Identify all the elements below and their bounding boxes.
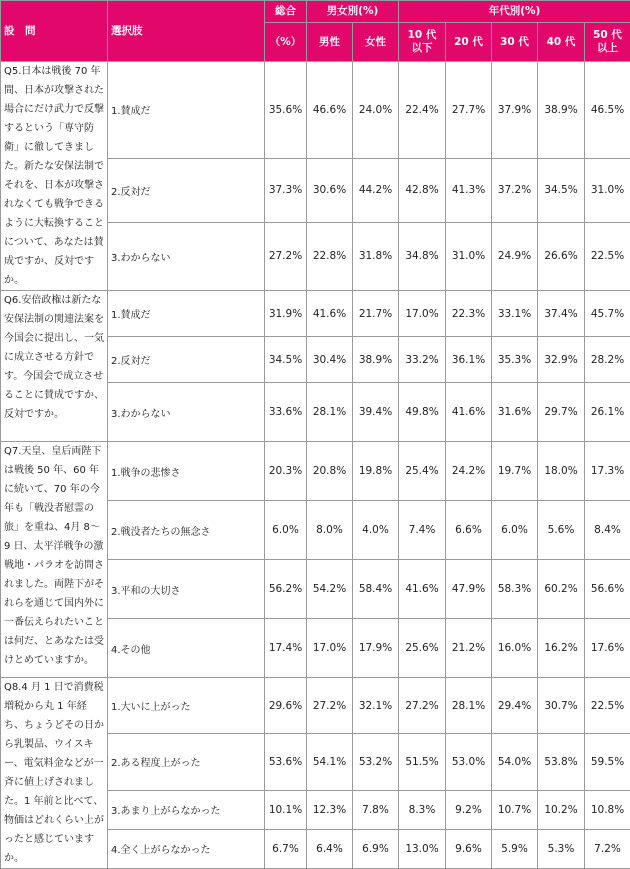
value-cell: 17.4% xyxy=(265,619,307,678)
value-cell: 51.5% xyxy=(399,734,446,790)
header-choice: 選択肢 xyxy=(108,1,265,62)
choice-label: 1.賛成だ xyxy=(108,62,265,159)
value-cell: 33.2% xyxy=(399,337,446,383)
header-gender: 男女別(%) xyxy=(307,1,399,23)
choice-label: 4.その他 xyxy=(108,619,265,678)
value-cell: 20.3% xyxy=(265,442,307,501)
table-row xyxy=(1,62,630,159)
header-age-group: 30 代 xyxy=(492,23,538,62)
value-cell: 56.2% xyxy=(265,560,307,619)
choice-label: 2.反対だ xyxy=(108,158,265,222)
header-age-group: 20 代 xyxy=(446,23,492,62)
value-cell: 6.0% xyxy=(492,501,538,560)
value-cell: 17.0% xyxy=(399,291,446,337)
value-cell: 34.8% xyxy=(399,222,446,290)
value-cell: 24.2% xyxy=(446,442,492,501)
value-cell: 58.4% xyxy=(353,560,399,619)
header-question: 設 問 xyxy=(1,1,108,62)
value-cell: 37.9% xyxy=(492,62,538,159)
value-cell: 26.1% xyxy=(585,383,630,442)
value-cell: 6.4% xyxy=(307,829,353,868)
value-cell: 27.2% xyxy=(265,222,307,290)
value-cell: 17.6% xyxy=(585,619,630,678)
table-body xyxy=(1,62,630,869)
choice-label: 3.わからない xyxy=(108,222,265,290)
value-cell: 58.3% xyxy=(492,560,538,619)
choice-label: 1.賛成だ xyxy=(108,291,265,337)
table-row xyxy=(1,678,630,734)
value-cell: 10.7% xyxy=(492,790,538,829)
question-text: Q7.天皇、皇后両陛下は戦後 50 年、60 年に続いて、70 年の今年も「戦没者慰霊の旅」を重ね、4月 8～9 日、太平洋戦争の激戦地・パラオを訪問されました。両陛下がそれらを通じて国内外に一番伝えられたいことは何だ、とあなたは受けとめていますか。 xyxy=(1,442,108,678)
value-cell: 16.2% xyxy=(538,619,585,678)
value-cell: 20.8% xyxy=(307,442,353,501)
value-cell: 25.4% xyxy=(399,442,446,501)
value-cell: 6.6% xyxy=(446,501,492,560)
value-cell: 9.6% xyxy=(446,829,492,868)
value-cell: 6.9% xyxy=(353,829,399,868)
value-cell: 53.0% xyxy=(446,734,492,790)
value-cell: 53.8% xyxy=(538,734,585,790)
value-cell: 28.1% xyxy=(446,678,492,734)
value-cell: 39.4% xyxy=(353,383,399,442)
value-cell: 7.8% xyxy=(353,790,399,829)
value-cell: 31.0% xyxy=(585,158,630,222)
choice-label: 2.ある程度上がった xyxy=(108,734,265,790)
value-cell: 32.1% xyxy=(353,678,399,734)
header-age-group: 10 代 以下 xyxy=(399,23,446,62)
value-cell: 60.2% xyxy=(538,560,585,619)
value-cell: 31.6% xyxy=(492,383,538,442)
value-cell: 28.1% xyxy=(307,383,353,442)
value-cell: 10.8% xyxy=(585,790,630,829)
value-cell: 53.6% xyxy=(265,734,307,790)
value-cell: 12.3% xyxy=(307,790,353,829)
value-cell: 31.0% xyxy=(446,222,492,290)
value-cell: 41.6% xyxy=(307,291,353,337)
value-cell: 37.4% xyxy=(538,291,585,337)
choice-label: 2.反対だ xyxy=(108,337,265,383)
value-cell: 32.9% xyxy=(538,337,585,383)
header-age-group: 40 代 xyxy=(538,23,585,62)
value-cell: 30.6% xyxy=(307,158,353,222)
value-cell: 46.5% xyxy=(585,62,630,159)
value-cell: 38.9% xyxy=(353,337,399,383)
value-cell: 5.3% xyxy=(538,829,585,868)
choice-label: 3.あまり上がらなかった xyxy=(108,790,265,829)
header-male: 男性 xyxy=(307,23,353,62)
value-cell: 6.7% xyxy=(265,829,307,868)
value-cell: 5.9% xyxy=(492,829,538,868)
header-total: 総合 xyxy=(265,1,307,23)
value-cell: 22.5% xyxy=(585,222,630,290)
value-cell: 31.9% xyxy=(265,291,307,337)
value-cell: 24.9% xyxy=(492,222,538,290)
value-cell: 35.6% xyxy=(265,62,307,159)
value-cell: 42.8% xyxy=(399,158,446,222)
choice-label: 3.平和の大切さ xyxy=(108,560,265,619)
value-cell: 19.7% xyxy=(492,442,538,501)
value-cell: 27.7% xyxy=(446,62,492,159)
choice-label: 4.全く上がらなかった xyxy=(108,829,265,868)
value-cell: 46.6% xyxy=(307,62,353,159)
value-cell: 17.0% xyxy=(307,619,353,678)
value-cell: 41.3% xyxy=(446,158,492,222)
value-cell: 21.7% xyxy=(353,291,399,337)
value-cell: 38.9% xyxy=(538,62,585,159)
value-cell: 8.3% xyxy=(399,790,446,829)
value-cell: 29.6% xyxy=(265,678,307,734)
value-cell: 25.6% xyxy=(399,619,446,678)
value-cell: 54.2% xyxy=(307,560,353,619)
value-cell: 29.7% xyxy=(538,383,585,442)
header-age-group: 50 代 以上 xyxy=(585,23,630,62)
choice-label: 1.大いに上がった xyxy=(108,678,265,734)
value-cell: 53.2% xyxy=(353,734,399,790)
value-cell: 10.1% xyxy=(265,790,307,829)
choice-label: 3.わからない xyxy=(108,383,265,442)
value-cell: 27.2% xyxy=(307,678,353,734)
question-text: Q5.日本は戦後 70 年間、日本が攻撃された場合にだけ武力で反撃するという「専守防衛」に徹してきました。新たな安保法制でそれを、日本が攻撃されなくても戦争できるように大転換することについて、あなたは賛成ですか、反対ですか。 xyxy=(1,62,108,291)
value-cell: 35.3% xyxy=(492,337,538,383)
value-cell: 41.6% xyxy=(399,560,446,619)
value-cell: 27.2% xyxy=(399,678,446,734)
value-cell: 56.6% xyxy=(585,560,630,619)
value-cell: 33.1% xyxy=(492,291,538,337)
value-cell: 29.4% xyxy=(492,678,538,734)
value-cell: 22.3% xyxy=(446,291,492,337)
table-row xyxy=(1,442,630,501)
value-cell: 59.5% xyxy=(585,734,630,790)
question-text: Q6.安倍政権は新たな安保法制の関連法案を今国会に提出し、一気に成立させる方針です。今国会で成立させることに賛成ですか、反対ですか。 xyxy=(1,291,108,442)
value-cell: 19.8% xyxy=(353,442,399,501)
value-cell: 6.0% xyxy=(265,501,307,560)
value-cell: 7.2% xyxy=(585,829,630,868)
value-cell: 18.0% xyxy=(538,442,585,501)
value-cell: 44.2% xyxy=(353,158,399,222)
value-cell: 26.6% xyxy=(538,222,585,290)
value-cell: 4.0% xyxy=(353,501,399,560)
value-cell: 28.2% xyxy=(585,337,630,383)
value-cell: 41.6% xyxy=(446,383,492,442)
value-cell: 31.8% xyxy=(353,222,399,290)
value-cell: 8.4% xyxy=(585,501,630,560)
value-cell: 9.2% xyxy=(446,790,492,829)
value-cell: 34.5% xyxy=(265,337,307,383)
value-cell: 17.3% xyxy=(585,442,630,501)
value-cell: 22.5% xyxy=(585,678,630,734)
value-cell: 30.4% xyxy=(307,337,353,383)
value-cell: 45.7% xyxy=(585,291,630,337)
value-cell: 54.1% xyxy=(307,734,353,790)
header-total-unit: （%） xyxy=(265,23,307,62)
table-header xyxy=(1,1,630,62)
value-cell: 54.0% xyxy=(492,734,538,790)
value-cell: 24.0% xyxy=(353,62,399,159)
table-row xyxy=(1,291,630,337)
value-cell: 34.5% xyxy=(538,158,585,222)
value-cell: 22.4% xyxy=(399,62,446,159)
value-cell: 30.7% xyxy=(538,678,585,734)
value-cell: 22.8% xyxy=(307,222,353,290)
question-text: Q8.4 月 1 日で消費税増税から丸 1 年経ち、ちょうどその日から乳製品、ウイスキー、電気料金などが一斉に値上げされました。1 年前と比べて、物価はどれくらい上がったと感じていますか。 xyxy=(1,678,108,869)
value-cell: 16.0% xyxy=(492,619,538,678)
value-cell: 36.1% xyxy=(446,337,492,383)
value-cell: 13.0% xyxy=(399,829,446,868)
value-cell: 10.2% xyxy=(538,790,585,829)
value-cell: 37.2% xyxy=(492,158,538,222)
value-cell: 7.4% xyxy=(399,501,446,560)
value-cell: 8.0% xyxy=(307,501,353,560)
choice-label: 2.戦没者たちの無念さ xyxy=(108,501,265,560)
value-cell: 21.2% xyxy=(446,619,492,678)
header-age: 年代別(%) xyxy=(399,1,630,23)
value-cell: 47.9% xyxy=(446,560,492,619)
value-cell: 33.6% xyxy=(265,383,307,442)
value-cell: 37.3% xyxy=(265,158,307,222)
value-cell: 49.8% xyxy=(399,383,446,442)
value-cell: 5.6% xyxy=(538,501,585,560)
header-female: 女性 xyxy=(353,23,399,62)
value-cell: 17.9% xyxy=(353,619,399,678)
choice-label: 1.戦争の悲惨さ xyxy=(108,442,265,501)
